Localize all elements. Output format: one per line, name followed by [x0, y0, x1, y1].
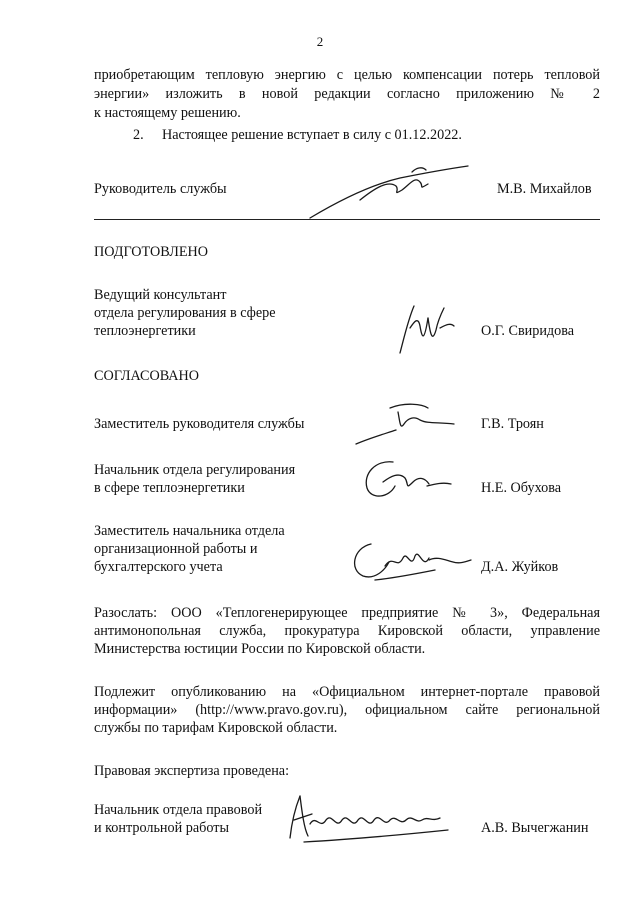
publication-line: информации» (http://www.pravo.gov.ru), официальном сайте региональной — [94, 702, 600, 718]
signer-title-line: организационной работы и — [94, 541, 258, 557]
legal-title-line: и контрольной работы — [94, 820, 229, 836]
agreed-heading: СОГЛАСОВАНО — [94, 368, 200, 384]
signer-title-line: Начальник отдела регулирования — [94, 462, 296, 478]
legal-title-line: Начальник отдела правовой — [94, 802, 263, 818]
distribution-line: Разослать: ООО «Теплогенерирующее предприятие № 3», Федеральная — [94, 605, 600, 621]
prepared-heading: ПОДГОТОВЛЕНО — [94, 244, 208, 260]
head-name: М.В. Михайлов — [497, 181, 592, 197]
signer-name: Н.Е. Обухова — [481, 480, 562, 496]
prepared-title-line: отдела регулирования в сфере — [94, 305, 276, 321]
item-text: Настоящее решение вступает в силу с 01.12.2022. — [162, 127, 462, 143]
head-title: Руководитель службы — [94, 181, 227, 197]
signer-title-line: Заместитель руководителя службы — [94, 416, 305, 432]
signer-title-line: в сфере теплоэнергетики — [94, 480, 245, 496]
signer-name: Д.А. Жуйков — [481, 559, 559, 575]
prepared-title-line: Ведущий консультант — [94, 287, 227, 303]
legal-signature — [280, 790, 460, 850]
divider-line — [94, 219, 600, 220]
distribution-line: Министерства юстиции России по Кировской области. — [94, 641, 426, 657]
prepared-signature — [392, 298, 462, 358]
head-signature — [300, 160, 480, 220]
prepared-name: О.Г. Свиридова — [481, 323, 575, 339]
signer-signature — [345, 540, 475, 584]
paragraph-line: энергии» изложить в новой редакции согласно приложению № 2 — [94, 86, 600, 102]
signer-name: Г.В. Троян — [481, 416, 544, 432]
distribution-line: антимонопольная служба, прокуратура Кировской области, управление — [94, 623, 600, 639]
paragraph-line: к настоящему решению. — [94, 105, 241, 121]
signer-title-line: бухгалтерского учета — [94, 559, 223, 575]
signer-title-line: Заместитель начальника отдела — [94, 523, 285, 539]
signer-signature — [350, 398, 460, 448]
publication-line: службы по тарифам Кировской области. — [94, 720, 338, 736]
legal-heading: Правовая экспертиза проведена: — [94, 763, 290, 779]
legal-name: А.В. Вычегжанин — [481, 820, 589, 836]
paragraph-line: приобретающим тепловую энергию с целью компенсации потерь тепловой — [94, 67, 600, 83]
item-number: 2. — [133, 127, 144, 143]
publication-line: Подлежит опубликованию на «Официальном интернет-портале правовой — [94, 684, 600, 700]
signer-signature — [355, 456, 455, 502]
prepared-title-line: теплоэнергетики — [94, 323, 196, 339]
page-number: 2 — [316, 34, 324, 49]
